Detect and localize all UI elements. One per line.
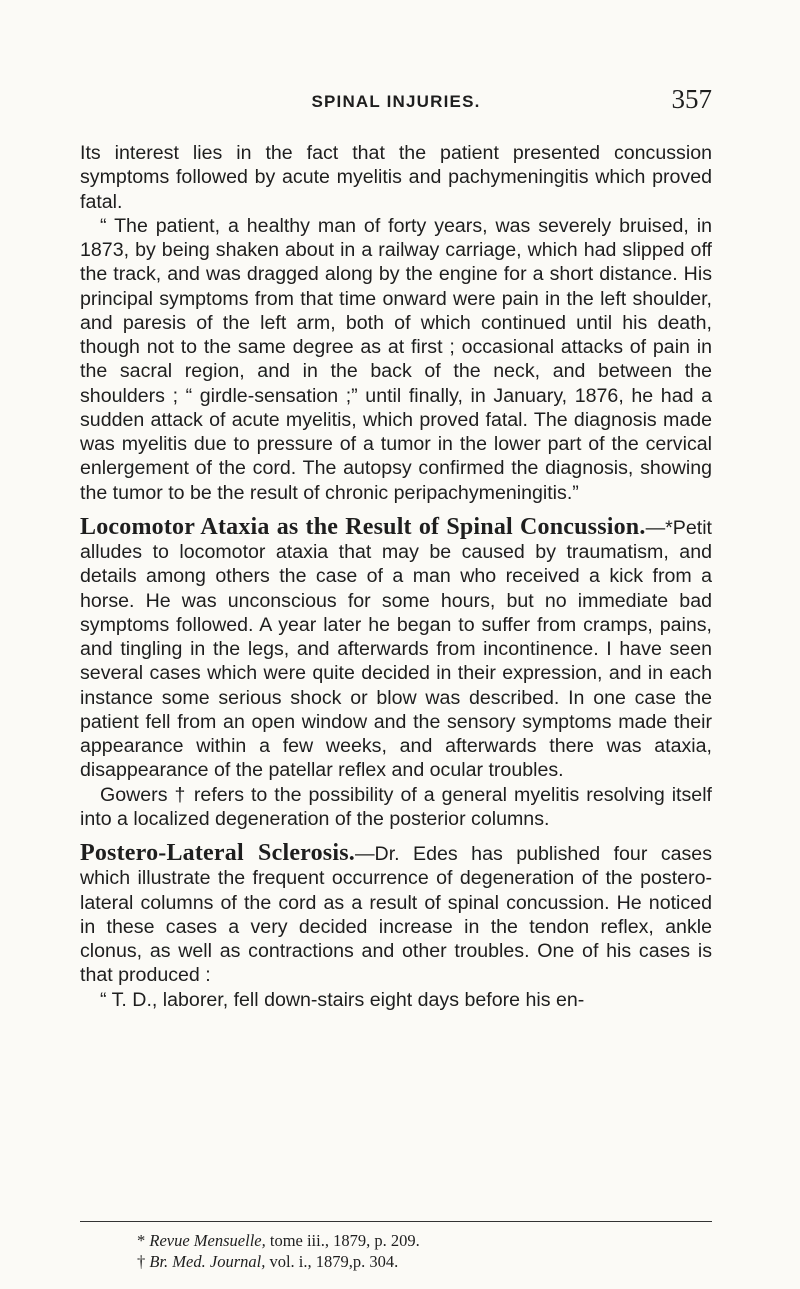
page-number: 357 (671, 84, 712, 114)
footnote-details: vol. i., 1879,p. 304. (265, 1252, 399, 1271)
section-text-locomotor-ataxia: —*Petit alludes to locomotor ataxia that may be caused by traumatism, and details among others the case of a man who received a kick from a horse. He was unconscious for some hours, but no immediate bad symptoms followed. A year later he began to suffer from cramps, pains, and tingling in the legs, and afterwards from incontinence. I have seen several cases which were quite decided in their expression, and in each instance some serious shock or blow was described. In one case the patient fell from an open window and the sensory symptoms made their appearance within a few weeks, and afterwards there was ataxia, disappearance of the patellar reflex and ocular troubles. (80, 516, 712, 782)
paragraph-patient-case: “ The patient, a healthy man of forty years, was severely bruised, in 1873, by being shaken about in a railway carriage, which had slipped off the track, and was dragged along by the engine for a short distance. His principal symptoms from that time onward were pain in the left shoulder, and paresis of the left arm, both of which continued until his death, though not to the same degree as at first ; occasional attacks of pain in the sacral region, and in the back of the neck, and between the shoulders ; “ girdle-sensation ;” until finally, in January, 1876, he had a sudden attack of acute myelitis, which proved fatal. The diagnosis made was myelitis due to pressure of a tumor in the lower part of the cervical enlergement of the cord. The autopsy confirmed the diagnosis, showing the tumor to be the result of chronic peripachymeningitis.” (80, 214, 712, 504)
paragraph-postero-lateral-sclerosis (80, 841, 712, 988)
paragraph-td-case: “ T. D., laborer, fell down-stairs eight days before his en- (100, 988, 585, 1011)
section-heading-locomotor-ataxia: Locomotor Ataxia as the Result of Spinal Concussion. (80, 513, 646, 540)
footnote-mark: * (137, 1231, 146, 1250)
paragraph-gowers: Gowers † refers to the possibility of a general myelitis resolving itself into a localized degeneration of the posterior columns. (80, 783, 712, 830)
body-text (80, 141, 712, 1012)
footnote-details: tome iii., 1879, p. 209. (265, 1231, 420, 1250)
footnotes (80, 1230, 712, 1272)
running-title: SPINAL INJURIES. (311, 92, 481, 111)
footnote-source: Revue Mensuelle, (149, 1231, 266, 1250)
footnote-mark: † (137, 1252, 146, 1271)
running-header (80, 84, 712, 130)
footnote-divider (80, 1221, 712, 1222)
footnote-br-med-journal (137, 1251, 712, 1272)
footnote-source: Br. Med. Journal, (149, 1252, 266, 1271)
paragraph-interest: Its interest lies in the fact that the patient presented concussion symptoms followed by acute myelitis and pachymeningitis which proved fatal. (80, 142, 712, 213)
paragraph-locomotor-ataxia (80, 515, 712, 783)
footnote-revue-mensuelle (137, 1230, 712, 1251)
section-text-postero-lateral-sclerosis: —Dr. Edes has published four cases which illustrate the frequent occurrence of degeneration of the postero-lateral columns of the cord as a result of spinal concussion. He noticed in these cases a very decided increase in the tendon reflex, ankle clonus, as well as contractions and other troubles. One of his cases is that produced : (80, 843, 713, 987)
section-heading-postero-lateral-sclerosis: Postero-Lateral Sclerosis. (80, 840, 355, 866)
